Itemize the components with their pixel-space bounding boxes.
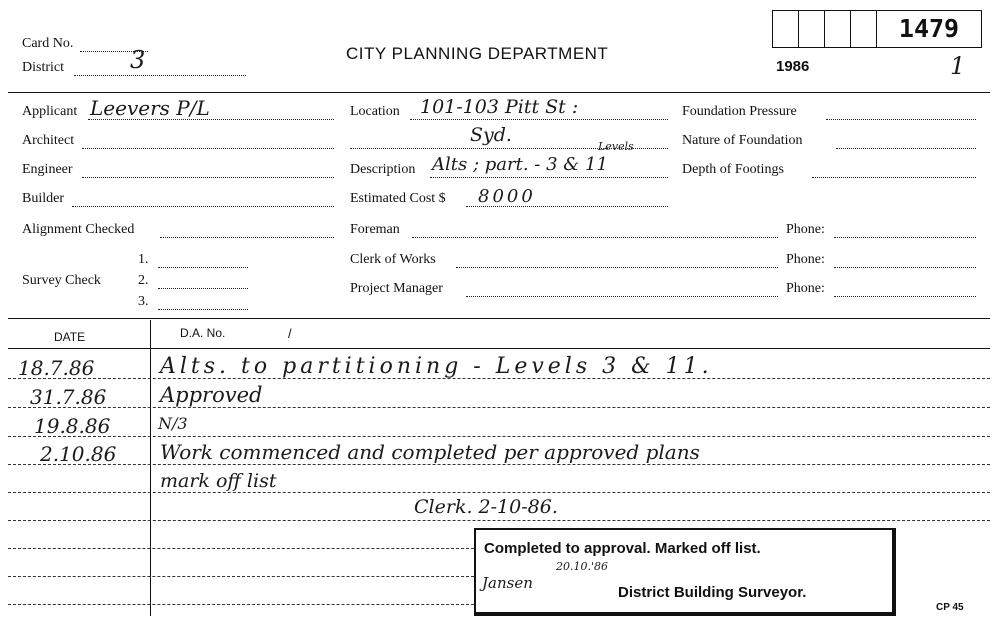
depth-of-footings-label: Depth of Footings xyxy=(682,162,784,177)
description-value: Alts ; part. - 3 & 11 xyxy=(432,154,608,175)
foreman-line xyxy=(412,237,778,238)
log-rule xyxy=(8,548,474,549)
applicant-label: Applicant xyxy=(22,104,78,119)
project-manager-label: Project Manager xyxy=(350,281,443,296)
file-number-cell xyxy=(851,11,877,47)
log-rule xyxy=(8,492,990,493)
survey-line-3 xyxy=(158,309,248,310)
alignment-line xyxy=(160,237,334,238)
card-no-label: Card No. xyxy=(22,36,74,51)
description-line xyxy=(430,177,668,178)
log-rule xyxy=(8,604,474,605)
alignment-label: Alignment Checked xyxy=(22,222,135,237)
file-number-cell xyxy=(799,11,825,47)
location-value-2: Syd. xyxy=(470,124,512,146)
survey-line-2 xyxy=(158,288,248,289)
da-number-slash: / xyxy=(288,326,292,341)
stamp-date: 20.10.'86 xyxy=(556,560,609,573)
year-label: 1986 xyxy=(776,58,810,75)
survey-item-1: 1. xyxy=(138,252,149,267)
log-column-divider xyxy=(150,320,151,616)
foundation-pressure-line xyxy=(826,119,976,120)
estimated-cost-label: Estimated Cost $ xyxy=(350,191,446,206)
header-divider xyxy=(8,92,990,93)
log-header-rule xyxy=(8,348,990,349)
form-code: CP 45 xyxy=(936,602,964,613)
pm-phone-label: Phone: xyxy=(786,281,825,296)
file-number-box xyxy=(772,10,982,48)
log-rule xyxy=(8,464,990,465)
district-value: 3 xyxy=(130,46,146,74)
log-rule xyxy=(8,436,990,437)
log-divider xyxy=(8,318,990,319)
log-entry-text: mark off list xyxy=(160,470,277,492)
foreman-phone-line xyxy=(834,237,976,238)
stamp-text-line2: District Building Surveyor. xyxy=(618,584,807,601)
foundation-pressure-label: Foundation Pressure xyxy=(682,104,797,119)
project-manager-line xyxy=(466,296,778,297)
district-line xyxy=(74,75,246,76)
log-entry-date: 18.7.86 xyxy=(18,356,95,380)
builder-label: Builder xyxy=(22,191,64,206)
nature-of-foundation-line xyxy=(836,148,976,149)
survey-line-1 xyxy=(158,267,248,268)
log-entry-text: Work commenced and completed per approved plans xyxy=(160,440,700,464)
file-mark: 1 xyxy=(950,52,966,80)
log-rule xyxy=(8,407,990,408)
stamp-signature: Jansen xyxy=(482,574,533,592)
file-number: 1479 xyxy=(898,14,960,43)
log-rule xyxy=(8,576,474,577)
applicant-value: Leevers P/L xyxy=(90,96,210,120)
survey-item-3: 3. xyxy=(138,294,149,309)
survey-item-2: 2. xyxy=(138,273,149,288)
date-column-header: DATE xyxy=(54,330,86,344)
log-entry-date: 2.10.86 xyxy=(40,442,117,466)
clerk-of-works-line xyxy=(456,267,778,268)
survey-check-label: Survey Check xyxy=(22,273,101,288)
file-number-cell xyxy=(825,11,851,47)
nature-of-foundation-label: Nature of Foundation xyxy=(682,133,803,148)
log-entry-date: 31.7.86 xyxy=(30,385,107,409)
architect-line xyxy=(82,148,334,149)
log-entry-text: Approved xyxy=(160,383,263,407)
approval-stamp xyxy=(474,528,896,616)
location-label: Location xyxy=(350,104,400,119)
log-entry-text: Alts. to partitioning - Levels 3 & 11. xyxy=(160,354,713,379)
pm-phone-line xyxy=(834,296,976,297)
description-label: Description xyxy=(350,162,416,177)
engineer-line xyxy=(82,177,334,178)
builder-line xyxy=(72,206,334,207)
engineer-label: Engineer xyxy=(22,162,73,177)
foreman-phone-label: Phone: xyxy=(786,222,825,237)
log-entry-text: Clerk. 2-10-86. xyxy=(414,496,558,518)
department-title: CITY PLANNING DEPARTMENT xyxy=(346,44,609,63)
description-note: Levels xyxy=(598,140,634,153)
clerk-phone-label: Phone: xyxy=(786,252,825,267)
district-label: District xyxy=(22,60,64,75)
da-number-header: D.A. No. xyxy=(180,326,226,340)
estimated-cost-value: 8000 xyxy=(478,186,536,207)
log-entry-text: N/3 xyxy=(158,414,188,433)
location-line xyxy=(410,119,668,120)
log-entry-date: 19.8.86 xyxy=(34,414,111,438)
clerk-of-works-label: Clerk of Works xyxy=(350,252,436,267)
log-rule xyxy=(8,520,990,521)
file-number-cell xyxy=(773,11,799,47)
depth-of-footings-line xyxy=(812,177,976,178)
architect-label: Architect xyxy=(22,133,75,148)
clerk-phone-line xyxy=(834,267,976,268)
location-value-1: 101-103 Pitt St : xyxy=(420,96,579,118)
stamp-text-line1: Completed to approval. Marked off list. xyxy=(484,540,761,557)
foreman-label: Foreman xyxy=(350,222,400,237)
